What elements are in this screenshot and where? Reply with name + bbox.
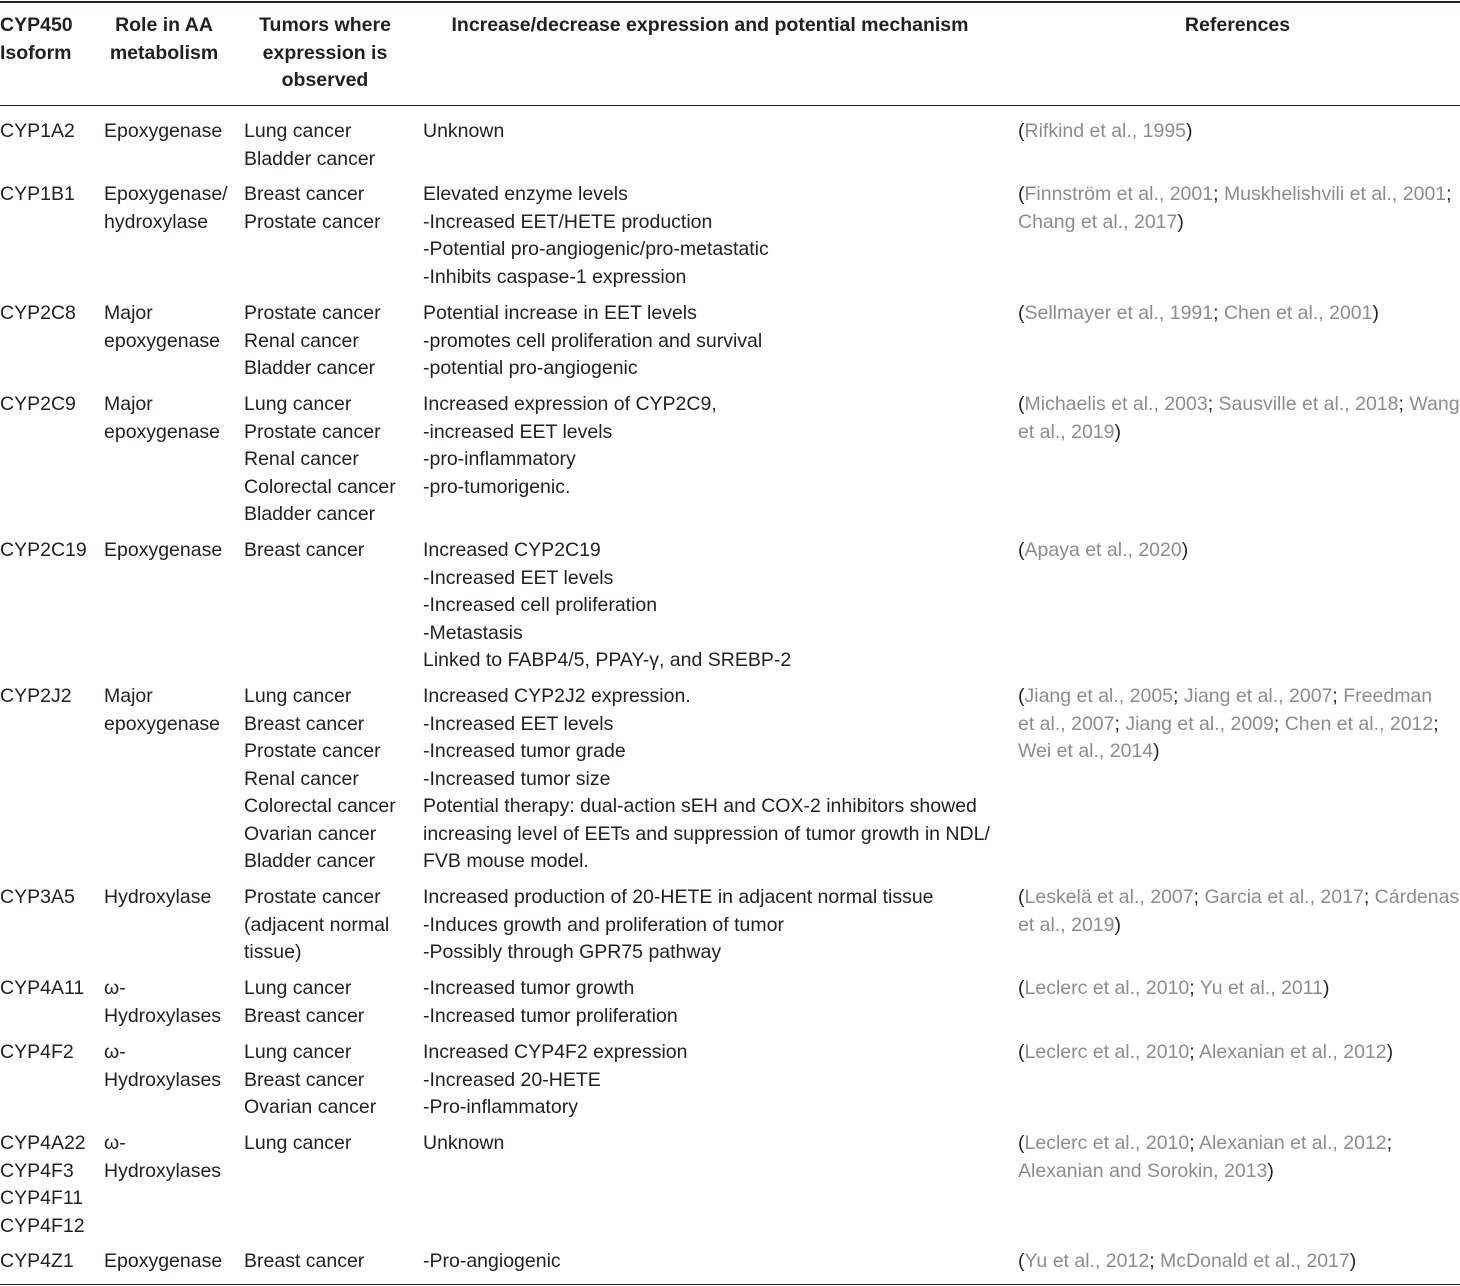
tumors-cell-line: (adjacent normal <box>244 913 390 936</box>
reference-link[interactable]: Chang et al., 2017 <box>1018 210 1178 233</box>
header-tumors <box>240 12 410 95</box>
reference-link[interactable]: Yu et al., 2012 <box>1024 1250 1150 1272</box>
tumors-cell <box>244 537 364 565</box>
tumors-cell-line: Breast cancer <box>244 712 365 735</box>
isoform-cell <box>0 1248 74 1276</box>
role-cell-line: epoxygenase <box>104 329 221 352</box>
tumors-cell-line: Bladder cancer <box>244 147 376 170</box>
mechanism-cell-line: Potential therapy: dual-action sEH and COX-2 inhibitors showed <box>423 795 977 817</box>
role-cell-line: Major <box>104 393 153 415</box>
mechanism-cell-line: -pro-tumorigenic. <box>423 475 571 498</box>
header-references <box>1015 12 1460 40</box>
header-role-line: metabolism <box>109 41 219 64</box>
tumors-cell-line: Breast cancer <box>244 1004 365 1027</box>
mechanism-cell-line: Increased CYP2C19 <box>423 539 601 561</box>
tumors-cell-line: Bladder cancer <box>244 357 376 379</box>
mechanism-cell-line: -pro-inflammatory <box>423 448 576 470</box>
reference-punctuation: ; <box>1193 886 1205 908</box>
role-cell <box>104 1039 221 1094</box>
reference-punctuation: ) <box>1386 1041 1394 1063</box>
reference-punctuation: ( <box>1018 539 1025 561</box>
tumors-cell-line: Renal cancer <box>244 767 359 790</box>
mechanism-cell-line: -Pro-inflammatory <box>423 1096 578 1118</box>
tumors-cell-line: Prostate cancer <box>244 210 381 233</box>
reference-link[interactable]: Sellmayer et al., 1991 <box>1024 302 1214 324</box>
reference-link[interactable]: Cárdenas <box>1374 886 1460 908</box>
reference-link[interactable]: Yu et al., 2011 <box>1199 977 1324 999</box>
reference-punctuation: ; <box>1363 886 1375 908</box>
isoform-cell-line: CYP4A22 <box>0 1132 86 1154</box>
isoform-cell-line: CYP4Z1 <box>0 1250 74 1272</box>
role-cell <box>104 975 221 1030</box>
reference-punctuation: ) <box>1114 913 1121 936</box>
mechanism-cell-line: -Induces growth and proliferation of tumor <box>423 913 784 936</box>
reference-link[interactable]: Leclerc et al., 2010 <box>1024 1132 1190 1154</box>
tumors-cell-line: Prostate cancer <box>244 886 381 908</box>
tumors-cell <box>244 300 381 383</box>
reference-link[interactable]: Jiang et al., 2005 <box>1024 685 1174 707</box>
isoform-cell <box>0 391 76 419</box>
tumors-cell-line: Breast cancer <box>244 1068 365 1091</box>
mechanism-cell <box>423 181 769 291</box>
mechanism-cell-line: -Potential pro-angiogenic/pro-metastatic <box>423 238 769 260</box>
tumors-cell-line: Lung cancer <box>244 1041 352 1063</box>
isoform-cell <box>0 1039 74 1067</box>
table-top-rule <box>0 1 1460 3</box>
reference-link[interactable]: Chen et al., 2001 <box>1223 302 1373 324</box>
role-cell-line: ω- <box>104 1132 126 1154</box>
isoform-cell-line: CYP4F2 <box>0 1041 74 1063</box>
tumors-cell-line: Breast cancer <box>244 1250 365 1272</box>
reference-punctuation: ) <box>1181 539 1189 561</box>
tumors-cell-line: Lung cancer <box>244 1132 352 1154</box>
mechanism-cell-line: -Inhibits caspase-1 expression <box>423 265 687 288</box>
mechanism-cell-line: -Metastasis <box>423 621 523 644</box>
references-cell <box>1018 391 1460 446</box>
tumors-cell <box>244 391 396 529</box>
mechanism-cell-line: -potential pro-angiogenic <box>423 357 638 379</box>
references-line <box>1018 1248 1356 1276</box>
mechanism-cell-line: Increased CYP4F2 expression <box>423 1041 688 1063</box>
mechanism-cell <box>423 1248 561 1276</box>
mechanism-cell <box>423 391 717 501</box>
tumors-cell-line: Lung cancer <box>244 977 352 999</box>
references-cell <box>1018 118 1193 146</box>
reference-punctuation: ) <box>1349 1250 1357 1272</box>
mechanism-cell <box>423 1130 504 1158</box>
isoform-cell-line: CYP1B1 <box>0 183 75 205</box>
header-mechanism-line: Increase/decrease expression and potential mechanism <box>451 14 969 36</box>
tumors-cell-line: Ovarian cancer <box>244 822 377 845</box>
mechanism-cell-line: Elevated enzyme levels <box>423 183 628 205</box>
reference-link[interactable]: Alexanian and Sorokin, 2013 <box>1018 1159 1268 1182</box>
isoform-cell-line: CYP4F12 <box>0 1214 85 1237</box>
reference-punctuation: ; <box>1173 685 1184 707</box>
mechanism-cell-line: Potential increase in EET levels <box>423 302 697 324</box>
tumors-cell <box>244 1248 364 1276</box>
references-cell <box>1018 1130 1392 1185</box>
isoform-cell <box>0 300 76 328</box>
header-tumors-line: expression is <box>262 41 388 64</box>
isoform-cell-line: CYP1A2 <box>0 120 75 142</box>
tumors-cell-line: Lung cancer <box>244 120 352 142</box>
tumors-cell-line: Prostate cancer <box>244 740 381 762</box>
references-cell <box>1018 181 1452 236</box>
mechanism-cell-line: -Increased EET levels <box>423 566 614 589</box>
references-line <box>1018 711 1439 739</box>
tumors-cell-line: Bladder cancer <box>244 850 376 872</box>
reference-punctuation: ; <box>1398 393 1410 415</box>
role-cell-line: Hydroxylases <box>104 1068 222 1091</box>
role-cell <box>104 884 211 912</box>
reference-link[interactable]: et al., 2019 <box>1018 420 1115 443</box>
role-cell-line: epoxygenase <box>104 420 221 443</box>
reference-link[interactable]: Leskelä et al., 2007 <box>1024 886 1194 908</box>
reference-link[interactable]: Wei et al., 2014 <box>1018 740 1154 762</box>
references-cell <box>1018 1248 1356 1276</box>
tumors-cell <box>244 1130 351 1158</box>
role-cell <box>104 1130 221 1185</box>
role-cell-line: Epoxygenase/ <box>104 183 228 205</box>
mechanism-cell-line: FVB mouse model. <box>423 850 589 872</box>
tumors-cell-line: Renal cancer <box>244 329 359 352</box>
tumors-cell-line: Lung cancer <box>244 393 352 415</box>
reference-punctuation: ( <box>1018 183 1025 205</box>
tumors-cell <box>244 118 375 173</box>
tumors-cell <box>244 683 396 876</box>
reference-link[interactable]: Muskhelishvili et al., 2001 <box>1223 183 1447 205</box>
references-cell <box>1018 300 1379 328</box>
isoform-cell-line: CYP3A5 <box>0 886 75 908</box>
isoform-cell-line: CYP4A11 <box>0 977 85 999</box>
references-line <box>1018 912 1459 940</box>
reference-punctuation: ( <box>1018 393 1025 415</box>
reference-punctuation: ) <box>1186 120 1193 142</box>
reference-link[interactable]: Alexanian et al., 2012 <box>1199 1132 1387 1154</box>
mechanism-cell-line: Unknown <box>423 1132 505 1154</box>
reference-punctuation: ; <box>1213 302 1224 324</box>
mechanism-cell-line: -Increased tumor grade <box>423 740 626 762</box>
reference-punctuation: ) <box>1267 1159 1274 1182</box>
references-line <box>1018 738 1439 766</box>
reference-punctuation: ) <box>1153 740 1160 762</box>
header-references-line: References <box>1184 14 1291 36</box>
tumors-cell-line: Colorectal cancer <box>244 475 396 498</box>
isoform-cell <box>0 975 84 1003</box>
mechanism-cell-line: -Increased 20-HETE <box>423 1068 601 1091</box>
reference-link[interactable]: Sausville et al., 2018 <box>1218 393 1399 415</box>
reference-link[interactable]: et al., 2007 <box>1018 712 1115 735</box>
tumors-cell-line: tissue) <box>244 941 302 963</box>
tumors-cell <box>244 884 389 967</box>
mechanism-cell-line: -Increased tumor size <box>423 767 611 790</box>
table-header-rule <box>0 105 1460 106</box>
references-cell <box>1018 683 1439 766</box>
role-cell <box>104 181 228 236</box>
references-cell <box>1018 884 1459 939</box>
reference-punctuation: ( <box>1018 120 1025 142</box>
header-role-line: Role in AA <box>115 14 213 36</box>
references-line <box>1018 181 1452 209</box>
isoform-cell <box>0 683 72 711</box>
role-cell <box>104 1248 222 1276</box>
mechanism-cell <box>423 1039 687 1122</box>
reference-punctuation: ) <box>1372 302 1379 324</box>
tumors-cell-line: Breast cancer <box>244 539 365 561</box>
reference-link[interactable]: Apaya et al., 2020 <box>1024 539 1182 561</box>
isoform-cell-line: CYP2C19 <box>0 539 87 561</box>
reference-punctuation: ( <box>1018 886 1025 908</box>
references-line <box>1018 419 1460 447</box>
reference-punctuation: ) <box>1323 977 1330 999</box>
reference-link[interactable]: Leclerc et al., 2010 <box>1024 1041 1190 1063</box>
reference-punctuation: ; <box>1189 1132 1200 1154</box>
reference-punctuation: ) <box>1177 210 1184 233</box>
reference-punctuation: ; <box>1189 977 1200 999</box>
mechanism-cell-line: -promotes cell proliferation and survival <box>423 329 763 352</box>
role-cell-line: Epoxygenase <box>104 1250 223 1272</box>
isoform-cell-line: CYP4F11 <box>0 1187 84 1209</box>
role-cell-line: Hydroxylase <box>104 886 212 908</box>
references-line <box>1018 537 1188 565</box>
header-role <box>100 12 228 67</box>
reference-punctuation: ( <box>1018 1132 1025 1154</box>
reference-punctuation: ; <box>1386 1132 1393 1154</box>
tumors-cell <box>244 975 364 1030</box>
isoform-cell <box>0 1130 86 1240</box>
reference-link[interactable]: Michaelis et al., 2003 <box>1024 393 1208 415</box>
references-line <box>1018 209 1452 237</box>
isoform-cell-line: CYP2C8 <box>0 302 76 324</box>
references-line <box>1018 683 1439 711</box>
tumors-cell-line: Prostate cancer <box>244 302 381 324</box>
role-cell-line: Epoxygenase <box>104 539 223 561</box>
reference-punctuation: ( <box>1018 685 1025 707</box>
reference-punctuation: ( <box>1018 977 1025 999</box>
reference-punctuation: ; <box>1207 393 1219 415</box>
reference-link[interactable]: Alexanian et al., 2012 <box>1199 1041 1387 1063</box>
role-cell-line: Epoxygenase <box>104 120 223 142</box>
reference-punctuation: ) <box>1114 420 1121 443</box>
reference-link[interactable]: Rifkind et al., 1995 <box>1024 120 1187 142</box>
mechanism-cell <box>423 683 990 876</box>
header-isoform <box>0 12 100 67</box>
mechanism-cell-line: Linked to FABP4/5, PPAY-γ, and SREBP-2 <box>423 649 792 671</box>
references-line <box>1018 1158 1392 1186</box>
role-cell-line: Major <box>104 302 153 324</box>
mechanism-cell-line: -Possibly through GPR75 pathway <box>423 941 722 963</box>
reference-punctuation: ; <box>1433 712 1439 735</box>
reference-link[interactable]: Finnström et al., 2001 <box>1024 183 1214 205</box>
isoform-cell-line: CYP2C9 <box>0 393 76 415</box>
tumors-cell-line: Prostate cancer <box>244 420 381 443</box>
mechanism-cell <box>423 884 934 967</box>
tumors-cell-line: Lung cancer <box>244 685 352 707</box>
reference-punctuation: ( <box>1018 1250 1025 1272</box>
reference-link[interactable]: Freedman <box>1343 685 1433 707</box>
reference-link[interactable]: Chen et al., 2012 <box>1284 712 1434 735</box>
header-tumors-line: observed <box>281 69 369 91</box>
references-line <box>1018 391 1460 419</box>
isoform-cell-line: CYP4F3 <box>0 1159 74 1182</box>
header-tumors-line: Tumors where <box>259 14 391 36</box>
role-cell <box>104 537 222 565</box>
tumors-cell <box>244 181 381 236</box>
table-bottom-rule <box>0 1284 1460 1285</box>
references-line <box>1018 1130 1392 1158</box>
mechanism-cell <box>423 537 791 675</box>
isoform-cell <box>0 181 75 209</box>
tumors-cell-line: Bladder cancer <box>244 503 376 525</box>
role-cell-line: Hydroxylases <box>104 1159 222 1182</box>
references-line <box>1018 1039 1393 1067</box>
mechanism-cell-line: -Increased EET/HETE production <box>423 210 713 233</box>
role-cell-line: Hydroxylases <box>104 1004 222 1027</box>
isoform-cell-line: CYP2J2 <box>0 685 72 707</box>
header-isoform-line: Isoform <box>0 41 72 64</box>
reference-punctuation: ; <box>1273 712 1285 735</box>
mechanism-cell-line: Increased CYP2J2 expression. <box>423 685 691 707</box>
role-cell-line: ω- <box>104 977 126 999</box>
references-line <box>1018 300 1379 328</box>
references-cell <box>1018 1039 1393 1067</box>
reference-punctuation: ; <box>1446 183 1452 205</box>
role-cell-line: Major <box>104 685 153 707</box>
role-cell-line: epoxygenase <box>104 712 221 735</box>
tumors-cell-line: Renal cancer <box>244 448 359 470</box>
role-cell <box>104 118 222 146</box>
tumors-cell <box>244 1039 376 1122</box>
reference-link[interactable]: Wang <box>1409 393 1460 415</box>
header-isoform-line: CYP450 <box>0 14 73 36</box>
tumors-cell-line: Colorectal cancer <box>244 795 396 817</box>
header-mechanism <box>420 12 1000 40</box>
role-cell <box>104 391 220 446</box>
reference-punctuation: ; <box>1189 1041 1200 1063</box>
mechanism-cell-line: Unknown <box>423 120 505 142</box>
tumors-cell-line: Ovarian cancer <box>244 1096 377 1118</box>
mechanism-cell-line: -Increased EET levels <box>423 712 614 735</box>
reference-link[interactable]: McDonald et al., 2017 <box>1160 1250 1350 1272</box>
mechanism-cell-line: -Increased tumor growth <box>423 977 635 999</box>
isoform-cell <box>0 537 87 565</box>
mechanism-cell <box>423 118 504 146</box>
tumors-cell-line: Breast cancer <box>244 183 365 205</box>
references-line <box>1018 118 1193 146</box>
role-cell <box>104 300 220 355</box>
reference-punctuation: ; <box>1114 712 1126 735</box>
mechanism-cell-line: increasing level of EETs and suppression of tumor growth in NDL/ <box>423 822 990 845</box>
mechanism-cell-line: Increased production of 20-HETE in adjacent normal tissue <box>423 886 934 908</box>
mechanism-cell-line: -Increased tumor proliferation <box>423 1004 678 1027</box>
mechanism-cell <box>423 975 678 1030</box>
mechanism-cell-line: Increased expression of CYP2C9, <box>423 393 717 415</box>
reference-punctuation: ; <box>1149 1250 1161 1272</box>
isoform-cell <box>0 884 75 912</box>
isoform-cell <box>0 118 75 146</box>
role-cell <box>104 683 220 738</box>
reference-punctuation: ( <box>1018 302 1025 324</box>
reference-punctuation: ; <box>1332 685 1344 707</box>
mechanism-cell-line: -Increased cell proliferation <box>423 594 658 616</box>
role-cell-line: hydroxylase <box>104 210 209 233</box>
references-cell <box>1018 537 1188 565</box>
reference-link[interactable]: Jiang et al., 2007 <box>1183 685 1333 707</box>
mechanism-cell <box>423 300 762 383</box>
reference-link[interactable]: Garcia et al., 2017 <box>1204 886 1364 908</box>
mechanism-cell-line: -Pro-angiogenic <box>423 1250 561 1272</box>
reference-link[interactable]: Jiang et al., 2009 <box>1125 712 1274 735</box>
references-line <box>1018 884 1459 912</box>
reference-punctuation: ; <box>1213 183 1224 205</box>
role-cell-line: ω- <box>104 1041 126 1063</box>
mechanism-cell-line: -increased EET levels <box>423 420 613 443</box>
reference-link[interactable]: Leclerc et al., 2010 <box>1024 977 1190 999</box>
reference-link[interactable]: et al., 2019 <box>1018 913 1115 936</box>
reference-punctuation: ( <box>1018 1041 1025 1063</box>
references-line <box>1018 975 1330 1003</box>
references-cell <box>1018 975 1330 1003</box>
